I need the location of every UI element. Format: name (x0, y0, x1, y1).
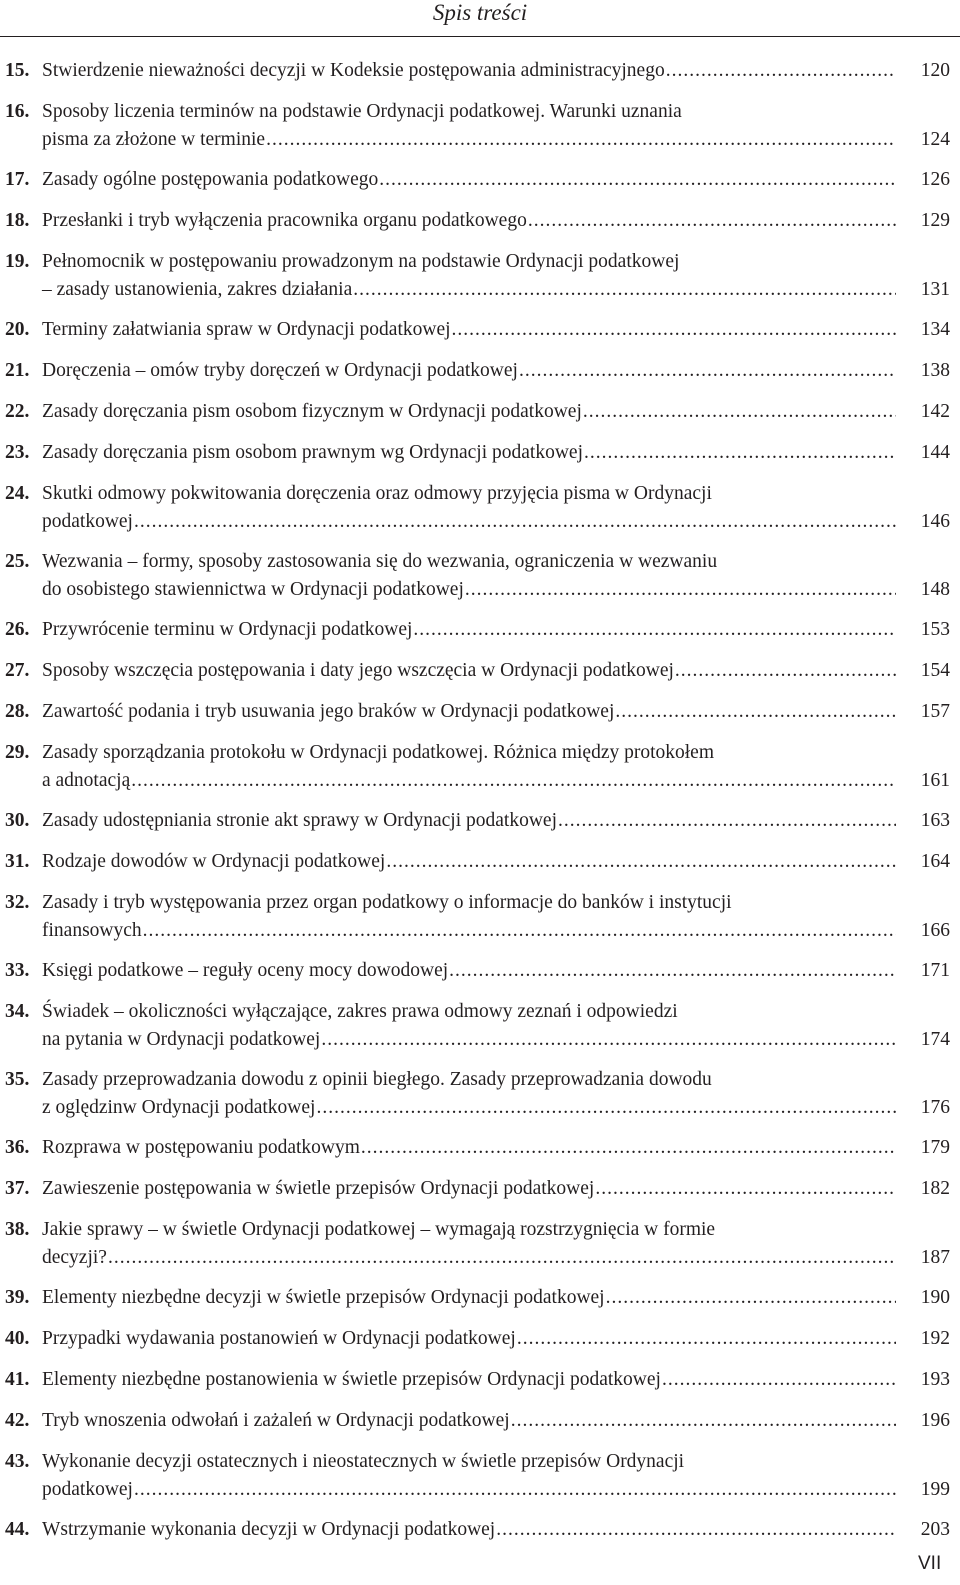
toc-entry-title: Tryb wnoszenia odwołań i zażaleń w Ordynacji podatkowej (42, 1410, 510, 1431)
toc-entry-page: 142 (920, 401, 950, 422)
toc-entry-body (42, 1369, 950, 1391)
toc-entry-body (42, 1137, 950, 1159)
toc-entry-number: 41. (5, 1369, 30, 1390)
toc-entry-title: a adnotacją (42, 770, 131, 791)
toc-entry-page: 157 (920, 701, 950, 722)
toc-entry-title: Pełnomocnik w postępowaniu prowadzonym na podstawie Ordynacji podatkowej (42, 251, 680, 272)
toc-entry-title: Elementy niezbędne postanowienia w świetle przepisów Ordynacji podatkowej (42, 1369, 661, 1390)
toc-entry-title: podatkowej (42, 1479, 133, 1500)
toc-entry[interactable] (0, 1439, 950, 1507)
toc-entry-body (42, 1178, 950, 1200)
toc-entry[interactable] (0, 430, 950, 471)
toc-entry[interactable] (0, 1398, 950, 1439)
toc-entry-title: Rozprawa w postępowaniu podatkowym (42, 1137, 360, 1158)
toc-entry-page: 163 (920, 810, 950, 831)
toc-entry-title: Świadek – okoliczności wyłączające, zakres prawa odmowy zeznań i odpowiedzi (42, 1001, 678, 1022)
toc-entry-number: 20. (5, 319, 30, 340)
toc-entry-number: 29. (5, 742, 30, 763)
toc-entry[interactable] (0, 948, 950, 989)
toc-entry-page: 138 (920, 360, 950, 381)
toc-entry-number: 32. (5, 892, 30, 913)
toc-entry-number: 33. (5, 960, 30, 981)
toc-entry-title: do osobistego stawiennictwa w Ordynacji podatkowej (42, 579, 464, 600)
toc-entry-page: 203 (920, 1519, 950, 1540)
toc-entry-page: 126 (920, 169, 950, 190)
toc-entry-number: 37. (5, 1178, 30, 1199)
toc-entry-page: 161 (920, 770, 950, 791)
toc-entry-number: 34. (5, 1001, 30, 1022)
toc-entry-body (42, 1451, 950, 1501)
toc-entry-body (42, 551, 950, 601)
toc-entry-body (42, 60, 950, 82)
toc-entry-title: na pytania w Ordynacji podatkowej (42, 1029, 321, 1050)
toc-entry-number: 27. (5, 660, 30, 681)
toc-entry-page: 196 (920, 1410, 950, 1431)
toc-entry-title: decyzji? (42, 1247, 107, 1268)
dot-leader (615, 701, 896, 723)
toc-entry-title: Wstrzymanie wykonania decyzji w Ordynacji podatkowej (42, 1519, 496, 1540)
toc-entry-number: 43. (5, 1451, 30, 1472)
toc-entry-title: Zasady ogólne postępowania podatkowego (42, 169, 379, 190)
dot-leader (321, 1029, 896, 1051)
toc-entry-body (42, 1001, 950, 1051)
toc-entry[interactable] (0, 239, 950, 307)
toc-entry-number: 22. (5, 401, 30, 422)
toc-entry-number: 25. (5, 551, 30, 572)
dot-leader (143, 920, 896, 942)
toc-entry-title: Przypadki wydawania postanowień w Ordynacji podatkowej (42, 1328, 516, 1349)
toc-entry-body (42, 619, 950, 641)
toc-entry-body (42, 401, 950, 423)
toc-entry-number: 36. (5, 1137, 30, 1158)
toc-entry[interactable] (0, 1166, 950, 1207)
toc-entry-title: finansowych (42, 920, 142, 941)
toc-entry-number: 42. (5, 1410, 30, 1431)
toc-entry-title: podatkowej (42, 511, 133, 532)
toc-entry-body (42, 1519, 950, 1541)
toc-entry-title: Zasady i tryb występowania przez organ podatkowy o informacje do banków i instytucji (42, 892, 732, 913)
toc-entry-title: Sposoby wszczęcia postępowania i daty jego wszczęcia w Ordynacji podatkowej (42, 660, 674, 681)
toc-entry-body (42, 442, 950, 464)
toc-entry[interactable] (0, 1207, 950, 1275)
toc-entry-page: 166 (920, 920, 950, 941)
toc-entry-number: 18. (5, 210, 30, 231)
toc-entry-body (42, 360, 950, 382)
toc-entry[interactable] (0, 307, 950, 348)
dot-leader (131, 770, 896, 792)
toc-entry[interactable] (0, 1125, 950, 1166)
toc-entry[interactable] (0, 389, 950, 430)
toc-entry-page: 120 (920, 60, 950, 81)
toc-entry-body (42, 660, 950, 682)
toc-entry-title: Zasady doręczania pism osobom fizycznym w Ordynacji podatkowej (42, 401, 582, 422)
toc-entry-number: 26. (5, 619, 30, 640)
toc-entry-page: 192 (920, 1328, 950, 1349)
dot-leader (606, 1287, 896, 1309)
dot-leader (517, 1328, 896, 1350)
toc-entry-body (42, 810, 950, 832)
toc-entry-title: Sposoby liczenia terminów na podstawie Ordynacji podatkowej. Warunki uznania (42, 101, 682, 122)
toc-entry[interactable] (0, 648, 950, 689)
toc-entry[interactable] (0, 89, 950, 157)
toc-entry-body (42, 1410, 950, 1432)
dot-leader (519, 360, 896, 382)
toc-entry-body (42, 169, 950, 191)
toc-entry-page: 199 (920, 1479, 950, 1500)
toc-entry[interactable] (0, 198, 950, 239)
toc-entry-title: Księgi podatkowe – reguły oceny mocy dowodowej (42, 960, 449, 981)
dot-leader (449, 960, 896, 982)
dot-leader (386, 851, 896, 873)
toc-entry-page: 146 (920, 511, 950, 532)
toc-entry-page: 124 (920, 129, 950, 150)
toc-entry-title: Zawartość podania i tryb usuwania jego braków w Ordynacji podatkowej (42, 701, 615, 722)
toc-entry-body (42, 960, 950, 982)
toc-entry[interactable] (0, 157, 950, 198)
dot-leader (108, 1247, 896, 1269)
dot-leader (675, 660, 896, 682)
toc-entry-title: – zasady ustanowienia, zakres działania (42, 279, 353, 300)
toc-entry[interactable] (0, 1275, 950, 1316)
toc-entry[interactable] (0, 798, 950, 839)
toc-entry-page: 187 (920, 1247, 950, 1268)
dot-leader (666, 60, 896, 82)
toc-entry-page: 171 (920, 960, 950, 981)
toc-entry-number: 16. (5, 101, 30, 122)
toc-entry[interactable] (0, 471, 950, 539)
toc-entry-number: 19. (5, 251, 30, 272)
toc-entry[interactable] (0, 348, 950, 389)
toc-entry-page: 131 (920, 279, 950, 300)
toc-entry[interactable] (0, 880, 950, 948)
dot-leader (584, 442, 896, 464)
dot-leader (558, 810, 896, 832)
toc-entry-title: Stwierdzenie nieważności decyzji w Kodeksie postępowania administracyjnego (42, 60, 665, 81)
toc-entry[interactable] (0, 1316, 950, 1357)
toc-entry-number: 44. (5, 1519, 30, 1540)
dot-leader (528, 210, 896, 232)
toc-entry-number: 24. (5, 483, 30, 504)
toc-entry[interactable] (0, 989, 950, 1057)
toc-entry-number: 30. (5, 810, 30, 831)
table-of-contents (0, 48, 950, 1548)
toc-entry-number: 17. (5, 169, 30, 190)
header-title: Spis treści (432, 0, 528, 25)
toc-entry-page: 144 (920, 442, 950, 463)
toc-entry-page: 182 (920, 1178, 950, 1199)
toc-entry-title: Rodzaje dowodów w Ordynacji podatkowej (42, 851, 386, 872)
toc-entry-title: z oględzinw Ordynacji podatkowej (42, 1097, 316, 1118)
toc-entry-page: 129 (920, 210, 950, 231)
dot-leader (595, 1178, 896, 1200)
toc-entry[interactable] (0, 730, 950, 798)
toc-entry-page: 153 (920, 619, 950, 640)
toc-entry-page: 174 (920, 1029, 950, 1050)
dot-leader (134, 511, 896, 533)
dot-leader (353, 279, 896, 301)
toc-entry[interactable] (0, 539, 950, 607)
toc-entry-title: Skutki odmowy pokwitowania doręczenia oraz odmowy przyjęcia pisma w Ordynacji (42, 483, 712, 504)
toc-entry[interactable] (0, 607, 950, 648)
toc-entry-title: Przesłanki i tryb wyłączenia pracownika organu podatkowego (42, 210, 527, 231)
toc-entry[interactable] (0, 689, 950, 730)
dot-leader (496, 1519, 896, 1541)
toc-entry-page: 179 (920, 1137, 950, 1158)
toc-entry-body (42, 742, 950, 792)
toc-entry-body (42, 1287, 950, 1309)
toc-entry-body (42, 892, 950, 942)
toc-entry-body (42, 210, 950, 232)
toc-entry-number: 21. (5, 360, 30, 381)
toc-entry-title: Doręczenia – omów tryby doręczeń w Ordynacji podatkowej (42, 360, 518, 381)
page-number: VII (918, 1553, 942, 1574)
toc-entry-title: Zasady udostępniania stronie akt sprawy w Ordynacji podatkowej (42, 810, 557, 831)
toc-entry-number: 31. (5, 851, 30, 872)
toc-entry-body (42, 483, 950, 533)
toc-entry-number: 40. (5, 1328, 30, 1349)
toc-entry[interactable] (0, 48, 950, 89)
toc-entry[interactable] (0, 1357, 950, 1398)
toc-entry[interactable] (0, 839, 950, 880)
toc-entry-body (42, 851, 950, 873)
dot-leader (379, 169, 896, 191)
toc-entry-body (42, 319, 950, 341)
toc-entry-body (42, 1219, 950, 1269)
dot-leader (662, 1369, 896, 1391)
toc-entry-number: 35. (5, 1069, 30, 1090)
toc-entry-title: Wykonanie decyzji ostatecznych i nieostatecznych w świetle przepisów Ordynacji (42, 1451, 685, 1472)
dot-leader (266, 129, 896, 151)
toc-entry-number: 15. (5, 60, 30, 81)
toc-entry-number: 39. (5, 1287, 30, 1308)
toc-entry-title: Przywrócenie terminu w Ordynacji podatkowej (42, 619, 413, 640)
toc-entry-page: 193 (920, 1369, 950, 1390)
running-header (0, 0, 960, 32)
toc-entry-body (42, 701, 950, 723)
toc-entry-number: 38. (5, 1219, 30, 1240)
toc-entry-title: Jakie sprawy – w świetle Ordynacji podatkowej – wymagają rozstrzygnięcia w formie (42, 1219, 716, 1240)
toc-entry-title: Zasady sporządzania protokołu w Ordynacji podatkowej. Różnica między protokołem (42, 742, 715, 763)
dot-leader (413, 619, 896, 641)
toc-entry-page: 154 (920, 660, 950, 681)
toc-entry-body (42, 101, 950, 151)
toc-entry-title: Zasady doręczania pism osobom prawnym wg Ordynacji podatkowej (42, 442, 583, 463)
toc-entry-body (42, 1069, 950, 1119)
header-rule (0, 36, 960, 37)
toc-entry[interactable] (0, 1057, 950, 1125)
dot-leader (452, 319, 896, 341)
toc-entry-page: 190 (920, 1287, 950, 1308)
dot-leader (316, 1097, 896, 1119)
toc-entry-title: Terminy załatwiania spraw w Ordynacji podatkowej (42, 319, 451, 340)
toc-entry-title: pisma za złożone w terminie (42, 129, 266, 150)
toc-entry-body (42, 1328, 950, 1350)
toc-entry-number: 23. (5, 442, 30, 463)
dot-leader (583, 401, 896, 423)
toc-entry-page: 176 (920, 1097, 950, 1118)
toc-entry-title: Zasady przeprowadzania dowodu z opinii biegłego. Zasady przeprowadzania dowodu (42, 1069, 712, 1090)
toc-entry-title: Zawieszenie postępowania w świetle przepisów Ordynacji podatkowej (42, 1178, 595, 1199)
toc-entry-title: Wezwania – formy, sposoby zastosowania się do wezwania, ograniczenia w wezwaniu (42, 551, 718, 572)
toc-entry-body (42, 251, 950, 301)
toc-entry-title: Elementy niezbędne decyzji w świetle przepisów Ordynacji podatkowej (42, 1287, 605, 1308)
toc-entry-page: 164 (920, 851, 950, 872)
toc-entry-number: 28. (5, 701, 30, 722)
dot-leader (511, 1410, 896, 1432)
dot-leader (134, 1479, 896, 1501)
toc-entry-page: 148 (920, 579, 950, 600)
toc-entry[interactable] (0, 1507, 950, 1548)
dot-leader (361, 1137, 896, 1159)
dot-leader (465, 579, 896, 601)
toc-entry-page: 134 (920, 319, 950, 340)
